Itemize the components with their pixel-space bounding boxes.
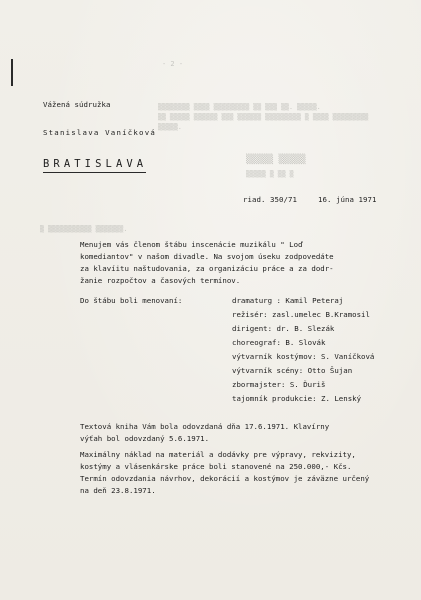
- letter-date: 16. júna 1971: [318, 195, 377, 204]
- bleed-through-line: ▒▒▒▒▒ ▒▒▒▒▒: [246, 155, 306, 165]
- paragraph-line: Textová kniha Vám bola odovzdaná dňa 17.6.1971. Klavírny: [80, 422, 330, 431]
- paragraph-line: žanie rozpočtov a časových termínov.: [80, 276, 241, 285]
- paragraph-line: Termín odovzdania návrhov, dekorácií a kostýmov je záväzne určený: [80, 474, 370, 483]
- addressee-name: Stanislava Vaníčková: [43, 128, 156, 137]
- staff-member: režisér: zasl.umelec B.Kramosil: [232, 310, 370, 319]
- bleed-through-line: ▒▒ ▒▒▒▒▒ ▒▒▒▒▒▒ ▒▒▒ ▒▒▒▒▒▒ ▒▒▒▒▒▒▒▒▒ ▒ ▒▒▒▒ ▒▒▒▒▒▒▒▒▒: [158, 113, 369, 121]
- bleed-through-line: ▒ ▒▒▒▒▒▒▒▒▒▒▒ ▒▒▒▒▒▒▒.: [40, 225, 128, 233]
- bleed-through-line: ▒▒▒▒▒.: [158, 123, 182, 131]
- staff-member: dirigent: dr. B. Slezák: [232, 324, 335, 333]
- margin-mark: [11, 59, 13, 86]
- bleed-through-line: ▒▒▒▒▒▒▒▒ ▒▒▒▒ ▒▒▒▒▒▒▒▒▒ ▒▒ ▒▒▒ ▒▒. ▒▒▒▒▒.: [158, 103, 321, 111]
- staff-member: výtvarník scény: Otto Šujan: [232, 366, 353, 375]
- paragraph-line: komediantov" v našom divadle. Na svojom úseku zodpovedáte: [80, 252, 334, 261]
- city: BRATISLAVA: [43, 158, 148, 170]
- staff-member: tajomník produkcie: Z. Lenský: [232, 394, 362, 403]
- paragraph-line: Maximálny náklad na materiál a dodávky pre výpravy, rekvizity,: [80, 450, 356, 459]
- page-number: - 2 -: [162, 60, 184, 68]
- staff-intro: Do štábu boli menovaní:: [80, 296, 183, 305]
- staff-member: choreograf: B. Slovák: [232, 338, 326, 347]
- staff-member: zbormajster: S. Ďuriš: [232, 380, 326, 389]
- staff-member: dramaturg : Kamil Peteraj: [232, 296, 344, 305]
- paragraph-line: kostýmy a vlásenkárske práce boli stanovené na 250.000,- Kčs.: [80, 462, 352, 471]
- paragraph-line: za klavíitu naštudovania, za organizáciu práce a za dodr-: [80, 264, 334, 273]
- staff-member: výtvarník kostýmov: S. Vaníčková: [232, 352, 375, 361]
- city-underline: [43, 172, 146, 173]
- bleed-through-line: ▒▒▒▒▒ ▒ ▒▒ ▒: [246, 170, 294, 178]
- paragraph-line: výťah bol odovzdaný 5.6.1971.: [80, 434, 210, 443]
- reference-number: riad. 350/71: [243, 195, 297, 204]
- salutation: Vážená súdružka: [43, 100, 111, 109]
- paragraph-line: na deň 23.8.1971.: [80, 486, 156, 495]
- paragraph-line: Menujem vás členom štábu inscenácie muzikálu " Loď: [80, 240, 303, 249]
